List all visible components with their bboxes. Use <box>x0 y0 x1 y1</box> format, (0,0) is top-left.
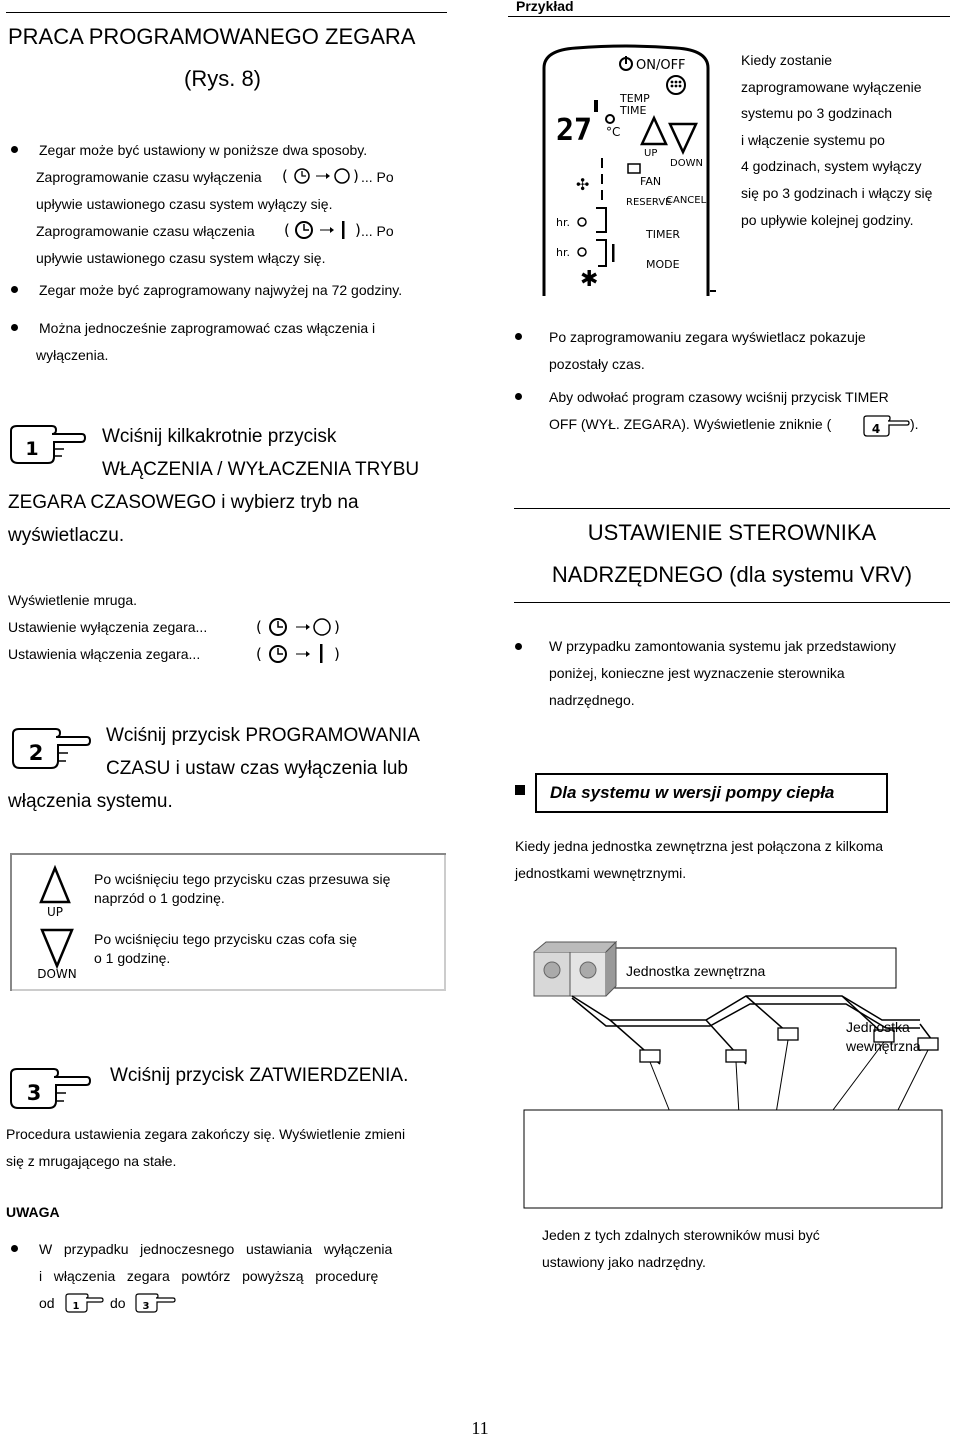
heat-pump-text2: jednostkami wewnętrznymi. <box>515 865 687 881</box>
step3-para1: Procedura ustawienia zegara zakończy się. Wyświetlenie zmieni <box>6 1126 406 1142</box>
step2-number: 2 <box>28 741 44 765</box>
remote-timer-label: TIMER <box>646 228 681 241</box>
indoor-unit-label-2: wewnętrzna <box>846 1038 921 1054</box>
page-number: 11 <box>471 1418 489 1438</box>
timer-off-icon <box>282 166 362 186</box>
example-line-1: Kiedy zostanie <box>741 52 833 68</box>
example-line-2: zaprogramowane wyłączenie <box>741 78 922 95</box>
bullet1-after-on: ... Po <box>361 223 394 239</box>
master-note-line1: Jeden z tych zdalnych sterowników musi być <box>542 1227 820 1243</box>
remote-hr-label-2: hr. <box>556 246 570 259</box>
up-description-1: Po wciśnięciu tego przycisku czas przesuwa się <box>94 871 391 887</box>
bullet-dot <box>11 146 18 153</box>
example-line-6: się po 3 godzinach i włączy się <box>741 184 933 201</box>
remote-cancel-label: CANCEL <box>666 195 707 206</box>
step1-line3: ZEGARA CZASOWEGO i wybierz tryb na <box>8 492 359 513</box>
bullet-dot <box>11 324 18 331</box>
down-description-2: o 1 godzinę. <box>94 950 171 966</box>
vrv-heading-line2: NADRZĘDNEGO (dla systemu VRV) <box>551 562 913 587</box>
bullet2-text: Zegar może być zaprogramowany najwyżej na 72 godziny. <box>39 282 403 298</box>
svg-text:(: ( <box>256 645 262 663</box>
example-line-4: i włączenie systemu po <box>741 131 885 148</box>
example-line-5: 4 godzinach, system wyłączy <box>741 158 922 175</box>
up-description-2: naprzód o 1 godzinę. <box>94 890 225 906</box>
svg-text:✱: ✱ <box>580 267 599 292</box>
down-description-1: Po wciśnięciu tego przycisku czas cofa się <box>94 931 357 947</box>
step2-line3: włączenia systemu. <box>8 791 173 812</box>
step1-note1: Wyświetlenie mruga. <box>8 592 138 608</box>
note-from-number: 1 <box>72 1301 80 1312</box>
step1-hand-icon <box>8 423 86 467</box>
right-bullet1-line2: pozostały czas. <box>549 356 645 372</box>
remote-fan-label: FAN <box>640 175 662 188</box>
bullet1-off-text: Zaprogramowanie czasu wyłączenia <box>36 169 262 185</box>
up-button-icon[interactable] <box>38 866 72 918</box>
section-divider <box>514 508 950 509</box>
step2-line1: Wciśnij przycisk PROGRAMOWANIA <box>106 725 420 746</box>
heat-pump-label: Dla systemu w wersji pompy ciepła <box>550 783 835 802</box>
indoor-unit <box>726 1050 746 1062</box>
remote-controller <box>536 40 716 296</box>
heading-underline <box>514 602 950 603</box>
right-bullet1-line1: Po zaprogramowaniu zegara wyświetlacz pokazuje <box>549 329 866 345</box>
square-bullet <box>515 785 525 795</box>
right-bullet2-close: ). <box>910 416 919 432</box>
master-note-line2: ustawiony jako nadrzędny. <box>542 1254 706 1270</box>
step1-line2: WŁĄCZENIA / WYŁACZENIA TRYBU <box>102 459 420 480</box>
note-line2: i włączenia zegara powtórz powyższą procedurę <box>39 1268 379 1284</box>
bullet-dot <box>11 1245 18 1252</box>
indoor-unit-label-1: Jednostka <box>846 1019 910 1035</box>
indoor-unit <box>918 1038 938 1050</box>
svg-text:(: ( <box>284 221 290 239</box>
svg-text:): ) <box>353 167 359 185</box>
step4-number: 4 <box>871 422 881 436</box>
step4-small-hand-icon <box>862 414 910 438</box>
heat-pump-text1: Kiedy jedna jednostka zewnętrzna jest połączona z kilkoma <box>515 838 884 854</box>
remote-display-temp: 27 <box>556 113 593 148</box>
step3-number: 3 <box>26 1081 42 1105</box>
bullet3-line2: wyłączenia. <box>36 347 109 363</box>
remote-on-off-label: ON/OFF <box>636 58 686 73</box>
vrv-bullet-line3: nadrzędnego. <box>549 692 635 708</box>
remote-reserve-label: RESERVE <box>626 197 672 208</box>
up-label: UP <box>46 905 64 919</box>
remote-time-label: TIME <box>620 104 647 117</box>
step1-line1: Wciśnij kilkakrotnie przycisk <box>102 426 337 447</box>
remote-deg-label: °C <box>606 125 621 139</box>
svg-text:): ) <box>334 618 340 636</box>
bullet-dot <box>515 333 522 340</box>
top-rule-left <box>6 12 447 13</box>
svg-text:(: ( <box>256 618 262 636</box>
down-label: DOWN <box>37 967 77 981</box>
step2-line2: CZASU i ustaw czas wyłączenia lub <box>106 758 408 779</box>
remote-up-label: UP <box>644 148 658 159</box>
step3-hand-icon <box>8 1066 92 1112</box>
svg-text:✣: ✣ <box>576 175 590 194</box>
note-line1: W przypadku jednoczesnego ustawiania wyłączenia <box>39 1241 393 1257</box>
right-bullet2-line1: Aby odwołać program czasowy wciśnij przycisk TIMER <box>549 389 889 405</box>
step2-hand-icon <box>10 726 92 772</box>
example-label: Przykład <box>516 0 574 14</box>
outdoor-unit <box>534 942 616 996</box>
bullet1-after-off: ... Po <box>361 169 394 185</box>
step3-small-hand-icon <box>134 1292 176 1314</box>
remote-down-label: DOWN <box>670 158 703 169</box>
remote-mode-label: MODE <box>646 258 680 271</box>
bullet1-line5: upływie ustawionego czasu system włączy się. <box>36 250 326 266</box>
example-text <box>741 47 932 233</box>
step1-small-hand-icon <box>64 1292 104 1314</box>
timer-on-icon <box>256 642 342 666</box>
step3-para2: się z mrugającego na stałe. <box>6 1153 177 1169</box>
step1-note2: Ustawienie wyłączenia zegara... <box>8 619 208 635</box>
note-heading: UWAGA <box>6 1204 60 1220</box>
indoor-unit <box>778 1028 798 1040</box>
svg-text:): ) <box>334 645 340 663</box>
outdoor-unit-label: Jednostka zewnętrzna <box>626 963 766 979</box>
top-rule-right <box>508 16 950 17</box>
example-line-3: systemu po 3 godzinach <box>741 105 892 122</box>
bullet-dot <box>515 393 522 400</box>
bullet-dot <box>11 286 18 293</box>
step1-note3: Ustawienia włączenia zegara... <box>8 646 201 662</box>
bullet1-line4: Zaprogramowanie czasu włączenia <box>36 223 255 239</box>
bullet3-line1: Można jednocześnie zaprogramować czas włączenia i <box>39 320 376 336</box>
svg-text:): ) <box>355 221 361 239</box>
section-subtitle: (Rys. 8) <box>184 66 261 91</box>
bullet-dot <box>515 643 522 650</box>
note-from: od <box>39 1295 55 1311</box>
vrv-heading-line1: USTAWIENIE STEROWNIKA <box>587 520 877 545</box>
down-button-icon[interactable] <box>38 928 78 980</box>
timer-on-icon <box>284 219 364 241</box>
step3-line1: Wciśnij przycisk ZATWIERDZENIA. <box>110 1065 409 1086</box>
right-bullet2-line2: OFF (WYŁ. ZEGARA). Wyświetlenie zniknie ( <box>549 416 832 432</box>
vrv-bullet-line2: poniżej, konieczne jest wyznaczenie sterownika <box>549 665 845 681</box>
section-title: PRACA PROGRAMOWANEGO ZEGARA <box>8 24 416 49</box>
remote-hr-label: hr. <box>556 216 570 229</box>
example-line-7: po upływie kolejnej godziny. <box>741 211 914 228</box>
bullet1-line1: Zegar może być ustawiony w poniższe dwa sposoby. <box>39 142 368 158</box>
bullet1-line3: upływie ustawionego czasu system wyłączy się. <box>36 196 333 212</box>
note-to-number: 3 <box>142 1301 150 1312</box>
note-to: do <box>110 1295 126 1311</box>
vrv-bullet-line1: W przypadku zamontowania systemu jak przedstawiony <box>549 638 897 654</box>
indoor-unit <box>640 1050 660 1062</box>
remote-bottom-rule <box>710 290 716 292</box>
remote-temp-label: TEMP <box>620 92 650 105</box>
timer-off-icon <box>256 616 342 638</box>
bullet1-line2 <box>36 164 262 191</box>
step1-number: 1 <box>25 438 39 460</box>
step1-line4: wyświetlaczu. <box>8 525 125 546</box>
svg-text:(: ( <box>282 167 288 185</box>
